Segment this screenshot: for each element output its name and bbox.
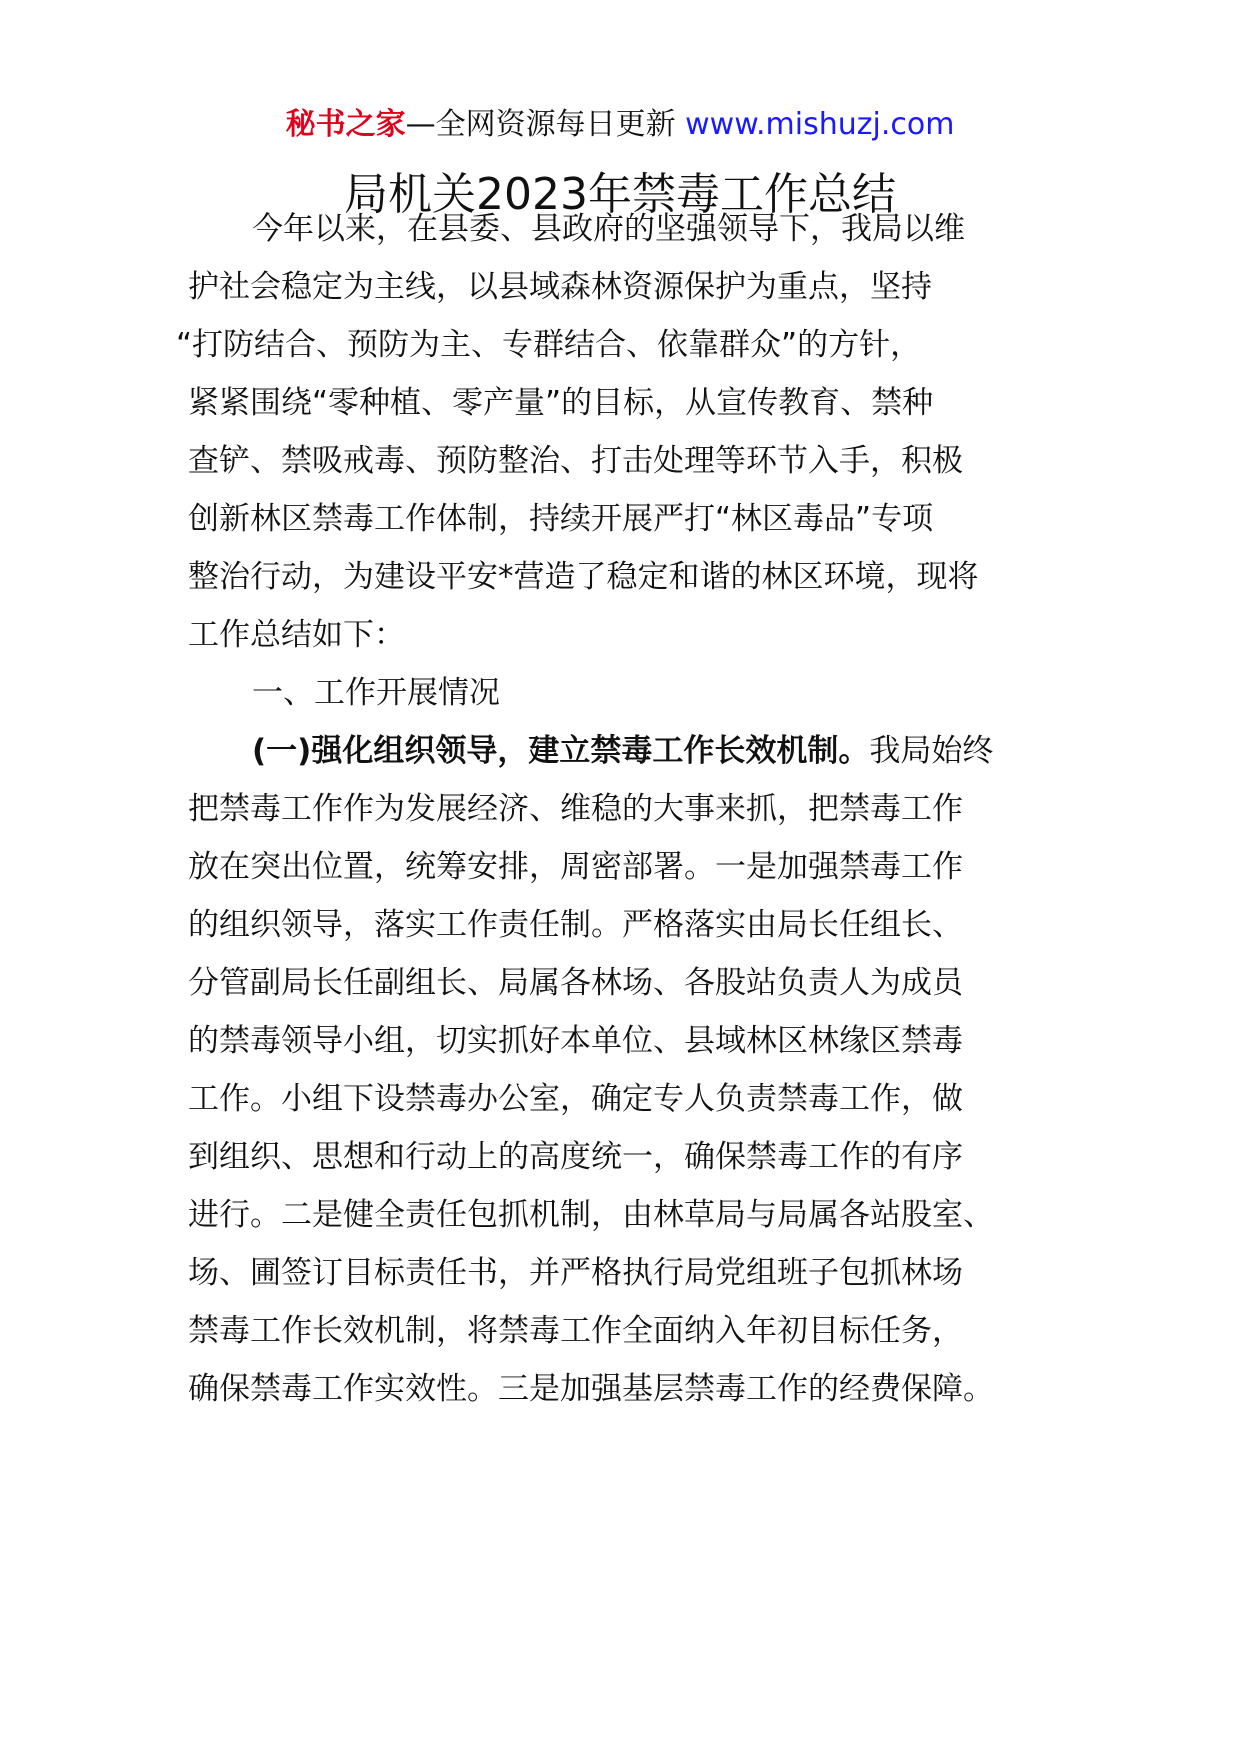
subsection-first-line (252, 728, 993, 774)
paragraph-line: 进行。二是健全责任包抓机制，由林草局与局属各站股室、 (188, 1197, 994, 1233)
paragraph-line: 禁毒工作长效机制，将禁毒工作全面纳入年初目标任务， (188, 1313, 963, 1349)
paragraph-line: 到组织、思想和行动上的高度统一，确保禁毒工作的有序 (188, 1139, 963, 1175)
paragraph-line: 场、圃签订目标责任书，并严格执行局党组班子包抓林场 (188, 1255, 963, 1291)
paragraph-line: 查铲、禁吸戒毒、预防整治、打击处理等环节入手，积极 (188, 443, 963, 479)
paragraph-line: 紧紧围绕“零种植、零产量”的目标，从宣传教育、禁种 (188, 385, 934, 421)
paragraph-line: 的禁毒领导小组，切实抓好本单位、县域林区林缘区禁毒 (188, 1023, 963, 1059)
paragraph-line: 放在突出位置，统筹安排，周密部署。一是加强禁毒工作 (188, 849, 963, 885)
paragraph-line: 今年以来，在县委、县政府的坚强领导下，我局以维 (252, 211, 965, 247)
paragraph-line: 确保禁毒工作实效性。三是加强基层禁毒工作的经费保障。 (188, 1371, 994, 1407)
section-heading: 一、工作开展情况 (252, 675, 500, 711)
paragraph-line: 把禁毒工作作为发展经济、维稳的大事来抓，把禁毒工作 (188, 791, 963, 827)
subsection-text: 我局始终 (869, 733, 994, 769)
paragraph-line: 整治行动，为建设平安*营造了稳定和谐的林区环境，现将 (188, 559, 979, 595)
paragraph-line: 的组织领导，落实工作责任制。严格落实由局长任组长、 (188, 907, 963, 943)
slogan: —全网资源每日更新 (405, 107, 676, 142)
paragraph-line: 分管副局长任副组长、局属各林场、各股站负责人为成员 (188, 965, 963, 1001)
paragraph-line: 工作。小组下设禁毒办公室，确定专人负责禁毒工作，做 (188, 1081, 963, 1117)
paragraph-line: 创新林区禁毒工作体制，持续开展严打“林区毒品”专项 (188, 501, 934, 537)
brand-name: 秘书之家 (285, 107, 406, 142)
paragraph-line: 工作总结如下： (188, 617, 405, 653)
paragraph-line: 护社会稳定为主线，以县域森林资源保护为重点，坚持 (188, 269, 932, 305)
paragraph-line: “打防结合、预防为主、专群结合、依靠群众”的方针， (176, 327, 922, 363)
subsection-heading: (一)强化组织领导，建立禁毒工作长效机制。 (252, 733, 870, 769)
site-header (0, 103, 1240, 147)
site-url[interactable]: www.mishuzj.com (685, 107, 955, 142)
document-title: 局机关2023年禁毒工作总结 (344, 169, 896, 220)
